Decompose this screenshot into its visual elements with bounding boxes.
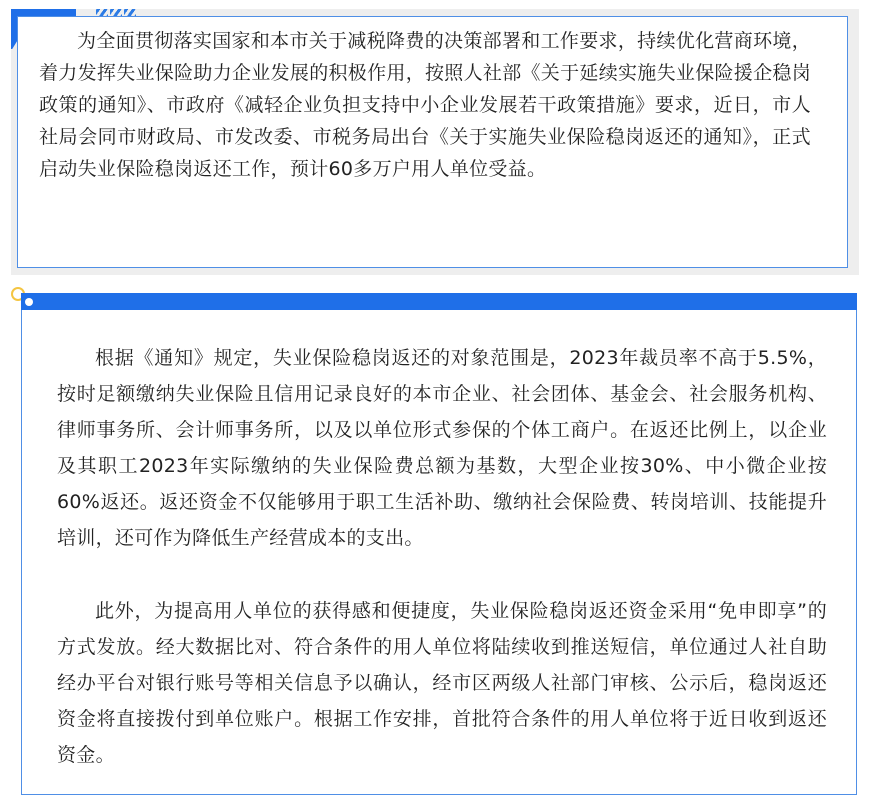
scope-paragraph: 根据《通知》规定，失业保险稳岗返还的对象范围是，2023年裁员率不高于5.5%，按时足额缴纳失业保险且信用记录良好的本市企业、社会团体、基金会、社会服务机构、律师事务所、会计师事务所，以及以单位形式参保的个体工商户。在返还比例上，以企业及其职工2023年实际缴纳的失业保险费总额为基数，大型企业按30%、中小微企业按60%返还。返还资金不仅能够用于职工生活补助、缴纳社会保险费、转岗培训、技能提升培训，还可作为降低生产经营成本的支出。 (57, 347, 827, 549)
header-dot-icon (25, 298, 33, 306)
detail-card-header-bar (21, 293, 857, 310)
distribution-paragraph: 此外，为提高用人单位的获得感和便捷度，失业保险稳岗返还资金采用“免申即享”的方式发放。经大数据比对、符合条件的用人单位将陆续收到推送短信，单位通过人社自助经办平台对银行账号等相关信息予以确认，经市区两级人社部门审核、公示后，稳岗返还资金将直接拨付到单位账户。根据工作安排，首批符合条件的用人单位将于近日收到返还资金。 (57, 600, 827, 766)
intro-paragraph: 为全面贯彻落实国家和本市关于减税降费的决策部署和工作要求，持续优化营商环境，着力发挥失业保险助力企业发展的积极作用，按照人社部《关于延续实施失业保险援企稳岗政策的通知》、市政府《减轻企业负担支持中小企业发展若干政策措施》要求，近日，市人社局会同市财政局、市发改委、市税务局出台《关于实施失业保险稳岗返还的通知》，正式启动失业保险稳岗返还工作，预计60多万户用人单位受益。 (39, 30, 812, 180)
